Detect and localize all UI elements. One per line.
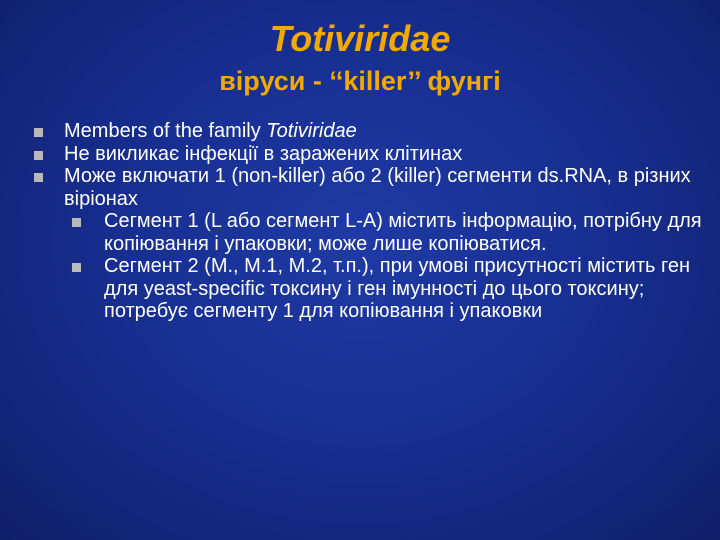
square-bullet-icon <box>34 151 43 160</box>
sub-bullet-item <box>72 210 714 255</box>
square-bullet-icon <box>72 263 81 272</box>
bullet-text: Members of the family <box>64 120 267 142</box>
bullet-text: Не викликає інфекції в заражених клітинах <box>64 142 463 165</box>
slide-subtitle: віруси - ‘‘killer’’ фунгі <box>219 66 501 96</box>
square-bullet-icon <box>34 128 43 137</box>
square-bullet-icon <box>34 173 43 182</box>
sub-bullet-item <box>72 255 714 323</box>
square-bullet-icon <box>72 218 81 227</box>
sub-bullet-text: Сегмент 2 (M., M.1, M.2, т.п.), при умові присутності містить ген для yeast-specific токсину і ген імунності до цього токсину; потребує сегменту 1 для копіювання і упаковки <box>104 255 690 322</box>
bullet-text: Може включати 1 (non-killer) або 2 (killer) сегменти ds.RNA, в різних віріонах <box>64 165 691 210</box>
bullet-italic-text: Totiviridae <box>266 120 357 142</box>
slide-title: Totiviridae <box>269 18 451 59</box>
bullet-item <box>34 120 714 143</box>
bullet-list <box>34 120 714 323</box>
bullet-item <box>34 143 714 166</box>
sub-bullet-text: Сегмент 1 (L або сегмент L-A) містить інформацію, потрібну для копіювання і упаковки; може лише копіюватися. <box>104 210 702 255</box>
bullet-item <box>34 165 714 323</box>
